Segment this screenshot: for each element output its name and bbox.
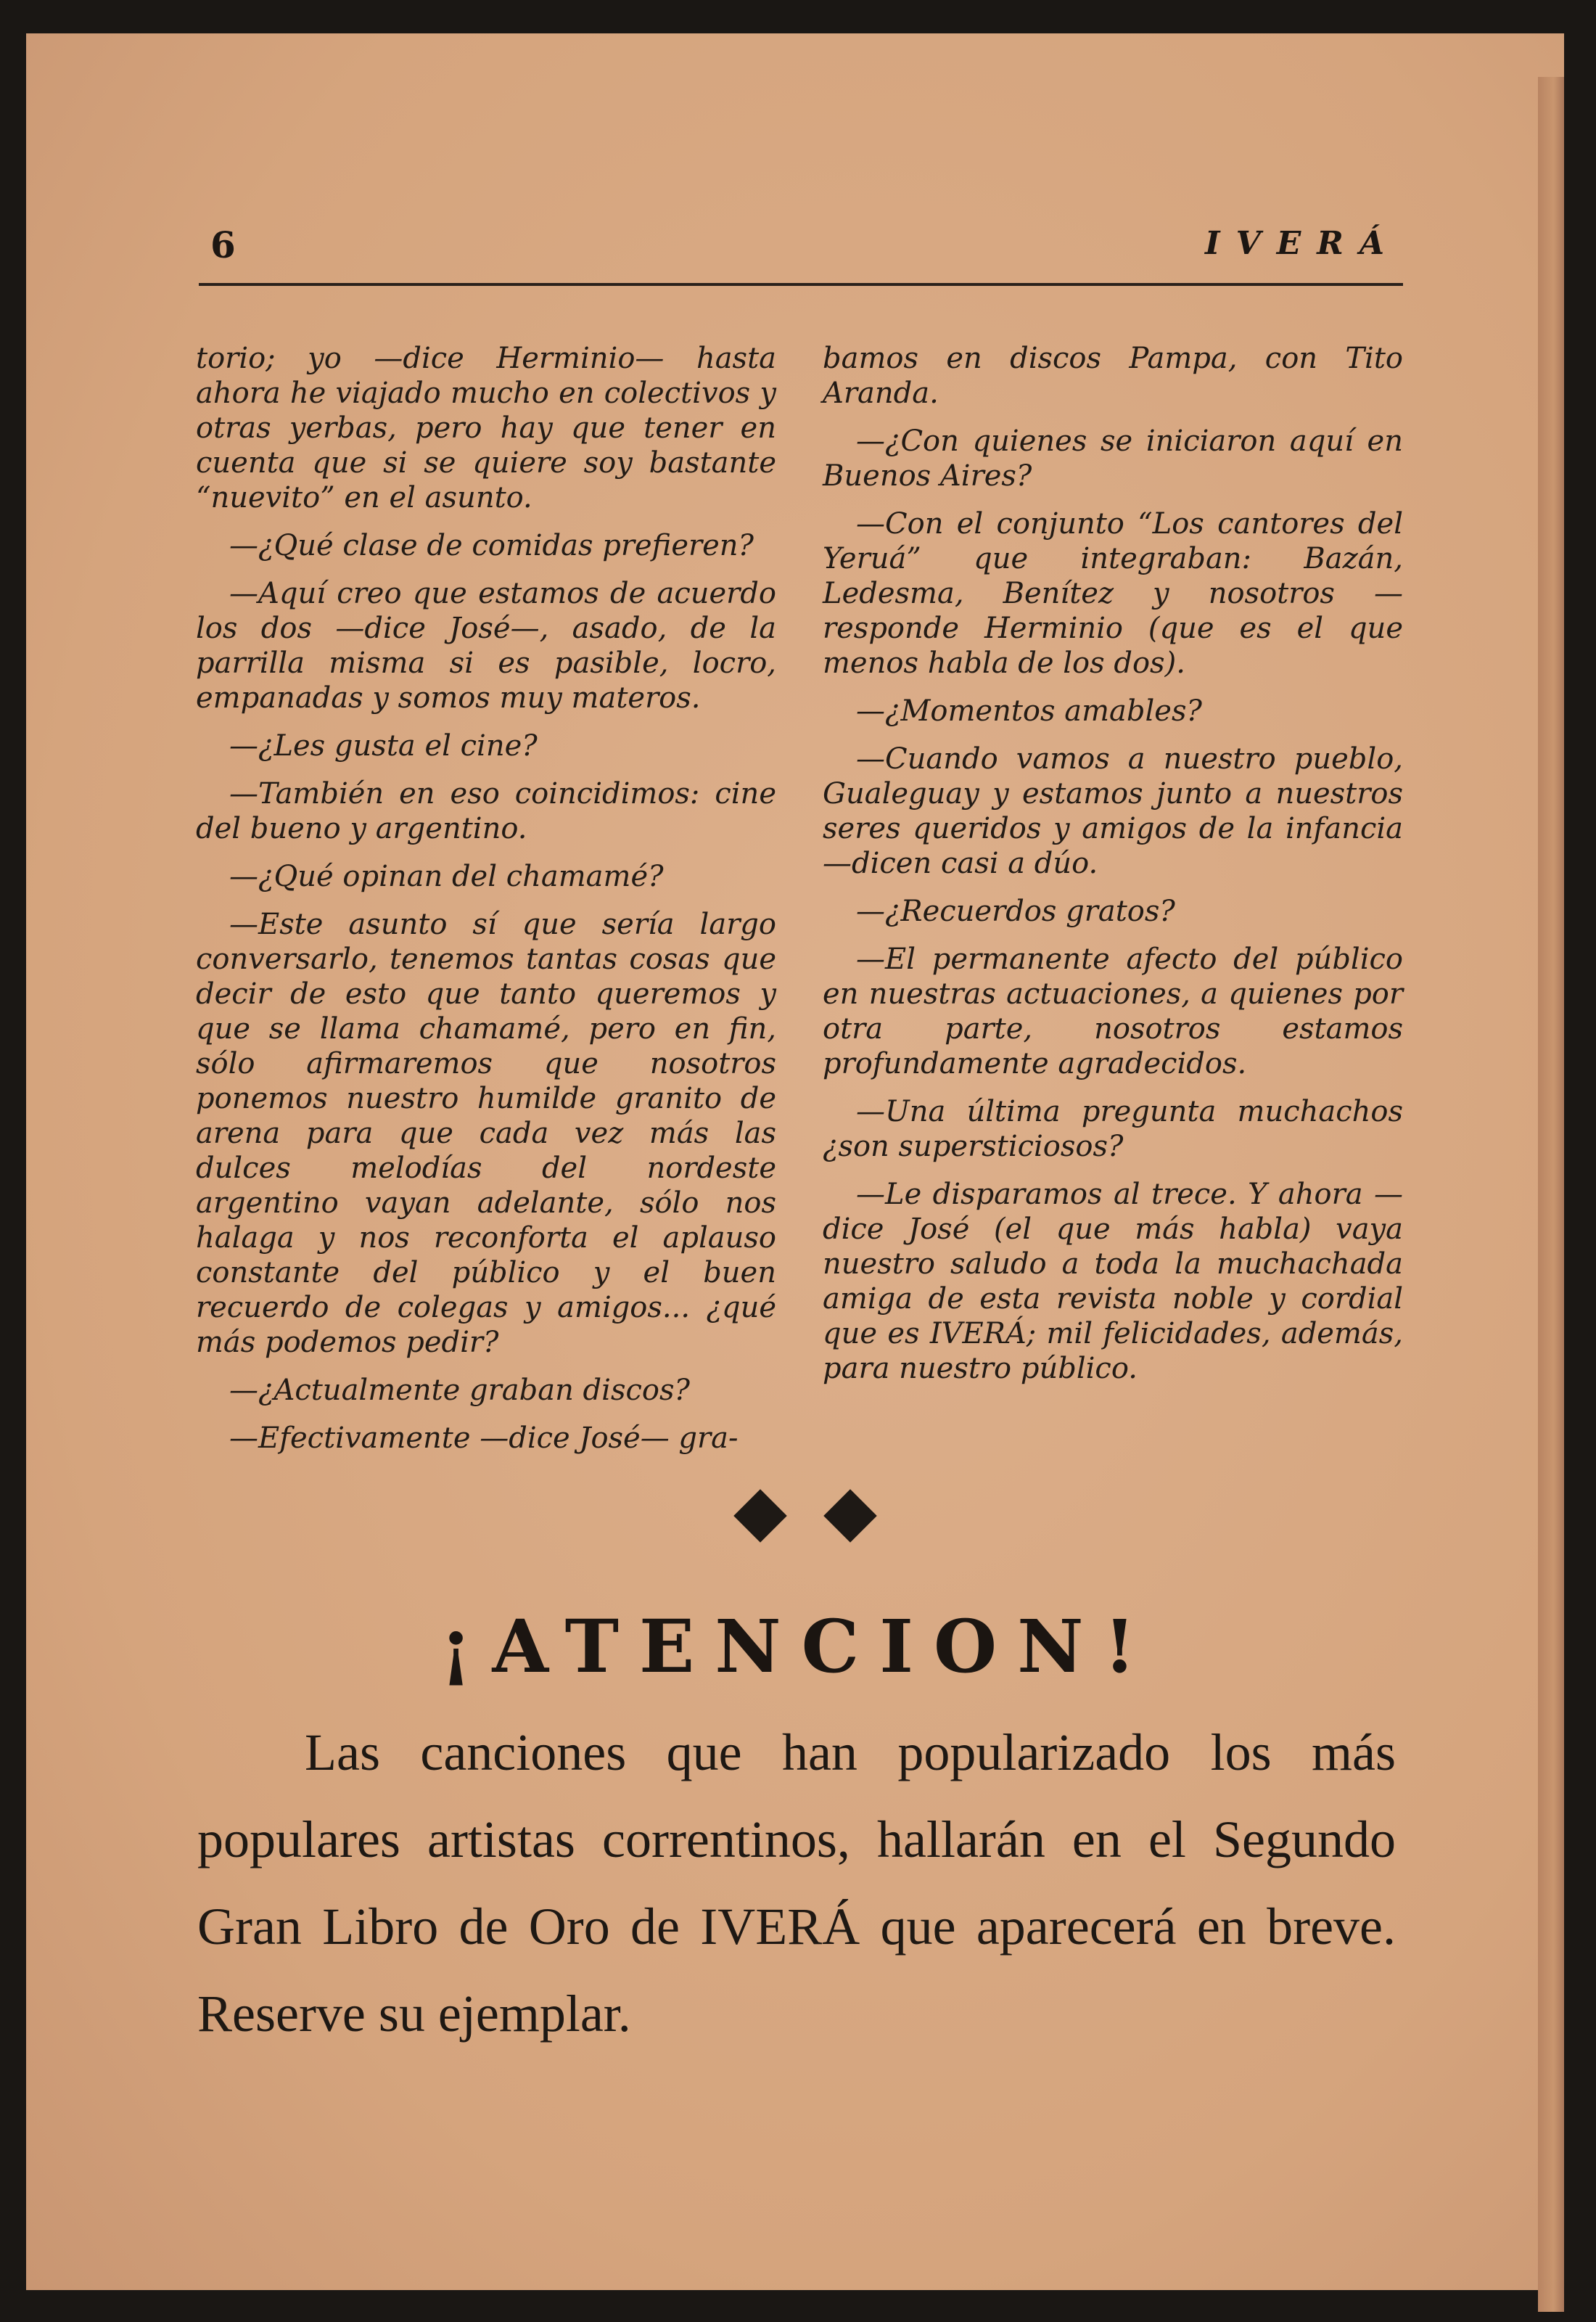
right-paragraph: —¿Con quienes se iniciaron aquí en Buenos Aires? — [823, 424, 1403, 493]
right-paragraph: —El permanente afecto del público en nuestras actuaciones, a quienes por otra parte, nosotros estamos profundamente agradecidos. — [823, 943, 1403, 1080]
diamond-icon — [733, 1489, 787, 1543]
left-paragraph: —¿Actualmente graban discos? — [229, 1374, 690, 1407]
left-paragraph: torio; yo —dice Herminio— hasta ahora he viajado mucho en colectivos y otras yerbas, pero hay que tener en cuenta que si se quiere soy bastante “nuevito” en el asunto. — [196, 342, 776, 514]
left-paragraph: —¿Les gusta el cine? — [229, 729, 538, 763]
left-column — [196, 341, 776, 1469]
left-paragraph: —Este asunto sí que sería largo conversarlo, tenemos tantas cosas que decir de esto que tanto queremos y que se llama chamamé, pero en fin, sólo afirmaremos que nosotros ponemos nuestro humilde granito de arena para que cada vez más las dulces melodías del nordeste argentino vayan adelante, sólo nos halaga y nos reconforta el aplauso constante del público y el buen recuerdo de colegas y amigos... ¿qué más podemos pedir? — [196, 908, 776, 1359]
attention-heading: ¡ATENCION! — [440, 1604, 1156, 1689]
right-paragraph: —¿Momentos amables? — [856, 694, 1202, 728]
page-header — [174, 218, 1400, 268]
page-edge — [1538, 77, 1564, 2312]
right-column — [823, 341, 1403, 1399]
right-paragraph: —Con el conjunto “Los cantores del Yeruá” que integraban: Bazán, Ledesma, Benítez y nosotros —responde Herminio (que es el que menos habla de los dos). — [823, 507, 1403, 680]
left-paragraph: —¿Qué clase de comidas prefieren? — [229, 529, 754, 562]
header-rule — [199, 283, 1403, 286]
diamond-icon — [823, 1489, 877, 1543]
right-paragraph: —Cuando vamos a nuestro pueblo, Gualeguay y estamos junto a nuestros seres queridos y amigos de la infancia —dicen casi a dúo. — [823, 742, 1403, 880]
right-paragraph: —Le disparamos al trece. Y ahora —dice José (el que más habla) vaya nuestro saludo a toda la muchachada amiga de esta revista noble y cordial que es IVERÁ; mil felicidades, además, para nuestro público. — [823, 1178, 1403, 1385]
right-paragraph: —Una última pregunta muchachos ¿son supersticiosos? — [823, 1095, 1403, 1163]
left-paragraph: —¿Qué opinan del chamamé? — [229, 860, 664, 893]
notice-body: Las canciones que han popularizado los más populares artistas correntinos, hallarán en el Segundo Gran Libro de Oro de IVERÁ que aparecerá en breve. Reserve su ejemplar. — [197, 1723, 1396, 2043]
running-title: IVERÁ — [1205, 225, 1400, 262]
page-number: 6 — [210, 223, 236, 266]
left-paragraph: —También en eso coincidimos: cine del bueno y argentino. — [196, 777, 776, 845]
right-paragraph: —¿Recuerdos gratos? — [856, 895, 1175, 928]
left-paragraph: —Efectivamente —dice José— gra- — [229, 1421, 739, 1455]
left-paragraph: —Aquí creo que estamos de acuerdo los dos —dice José—, asado, de la parrilla misma si es pasible, locro, empanadas y somos muy materos. — [196, 577, 776, 715]
double-diamond-ornament-icon — [725, 1484, 885, 1549]
right-paragraph: bamos en discos Pampa, con Tito Aranda. — [823, 342, 1403, 410]
